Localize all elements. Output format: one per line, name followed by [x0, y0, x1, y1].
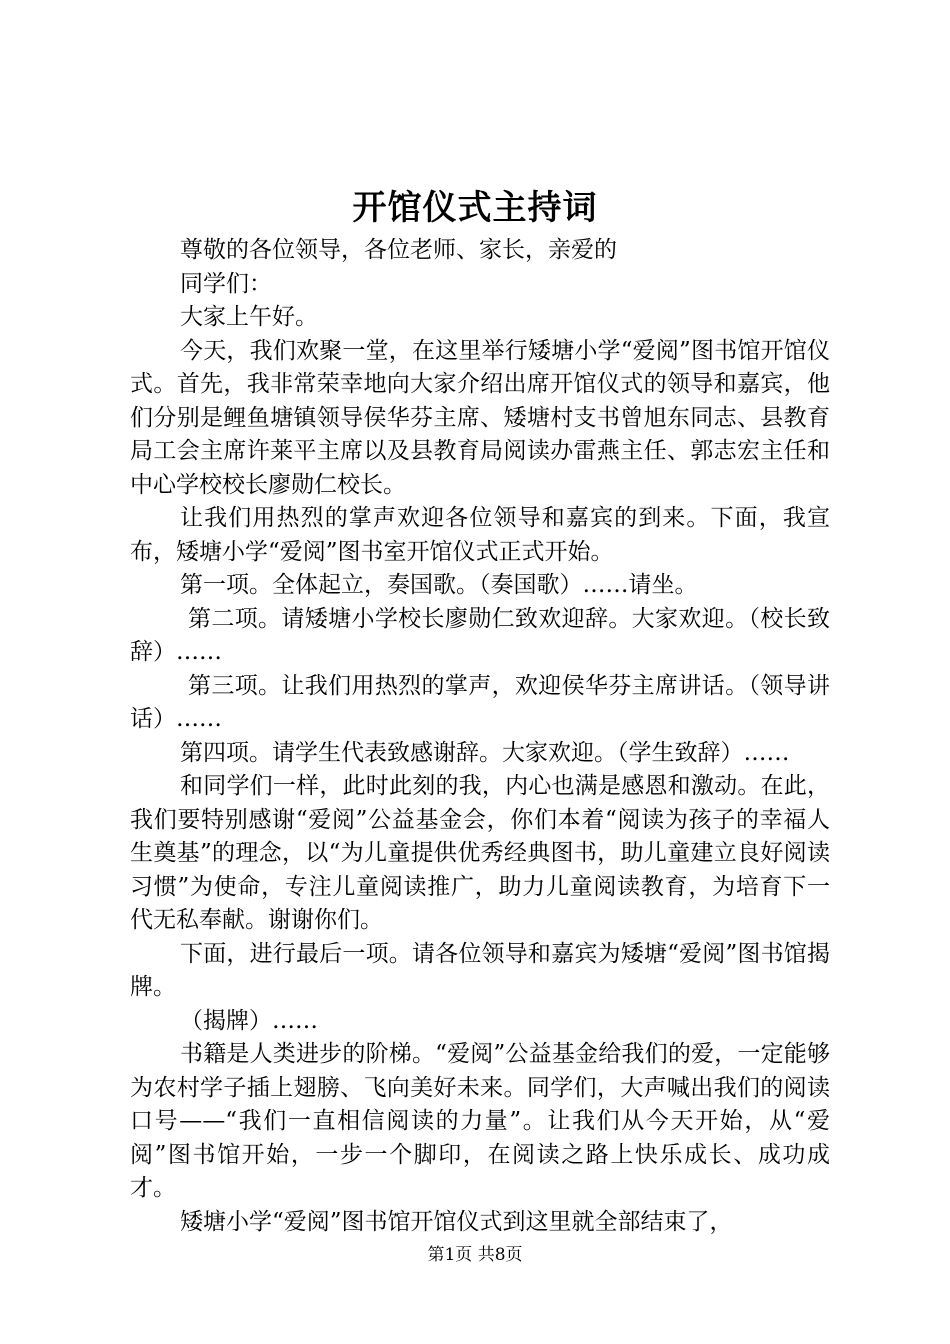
paragraph-salutation: 尊敬的各位领导，各位老师、家长，亲爱的	[180, 237, 617, 263]
paragraph-unveiling: （揭牌）……	[180, 1007, 318, 1034]
paragraph-item-4: 第四项。请学生代表致感谢辞。大家欢迎。（学生致辞）……	[180, 739, 790, 766]
page-number: 第1页 共8页	[427, 1245, 523, 1265]
document-title: 开馆仪式主持词	[352, 188, 598, 228]
paragraph-salutation-cont: 同学们：	[180, 270, 272, 297]
document-body	[130, 234, 830, 1239]
paragraph-reading-slogan: 书籍是人类进步的阶梯。“爱阅”公益基金给我们的爱，一定能够为农村学子插上翅膀、飞向美好未来。同学们，大声喊出我们的阅读口号——“我们一直相信阅读的力量”。让我们从今天开始，从“爱阅”图书馆开始，一步一个脚印，在阅读之路上快乐成长、成功成才。	[130, 1041, 830, 1201]
paragraph-item-3: 第三项。让我们用热烈的掌声，欢迎侯华芬主席讲话。（领导讲话）……	[130, 672, 830, 732]
paragraph-closing: 矮塘小学“爱阅”图书馆开馆仪式到这里就全部结束了，	[180, 1208, 733, 1235]
paragraph-item-1: 第一项。全体起立，奏国歌。（奏国歌）……请坐。	[180, 572, 698, 598]
paragraph-introduction: 今天，我们欢聚一堂，在这里举行矮塘小学“爱阅”图书馆开馆仪式。首先，我非常荣幸地向大家介绍出席开馆仪式的领导和嘉宾，他们分别是鲤鱼塘镇领导侯华芬主席、矮塘村支书曾旭东同志、县教育局工会主席许莱平主席以及县教育局阅读办雷燕主任、郭志宏主任和中心学校校长廖勋仁校长。	[130, 337, 830, 498]
paragraph-opening: 让我们用热烈的掌声欢迎各位领导和嘉宾的到来。下面，我宣布，矮塘小学“爱阅”图书室开馆仪式正式开始。	[130, 505, 830, 565]
paragraph-item-2: 第二项。请矮塘小学校长廖勋仁致欢迎辞。大家欢迎。（校长致辞）……	[130, 605, 830, 665]
paragraph-greeting: 大家上午好。	[180, 304, 318, 330]
paragraph-final-item: 下面，进行最后一项。请各位领导和嘉宾为矮塘“爱阅”图书馆揭牌。	[130, 940, 830, 1000]
paragraph-thanks: 和同学们一样，此时此刻的我，内心也满是感恩和激动。在此，我们要特别感谢“爱阅”公益基金会，你们本着“阅读为孩子的幸福人生奠基”的理念，以“为儿童提供优秀经典图书，助儿童建立良好阅读习惯”为使命，专注儿童阅读推广，助力儿童阅读教育，为培育下一代无私奉献。谢谢你们。	[130, 773, 830, 933]
